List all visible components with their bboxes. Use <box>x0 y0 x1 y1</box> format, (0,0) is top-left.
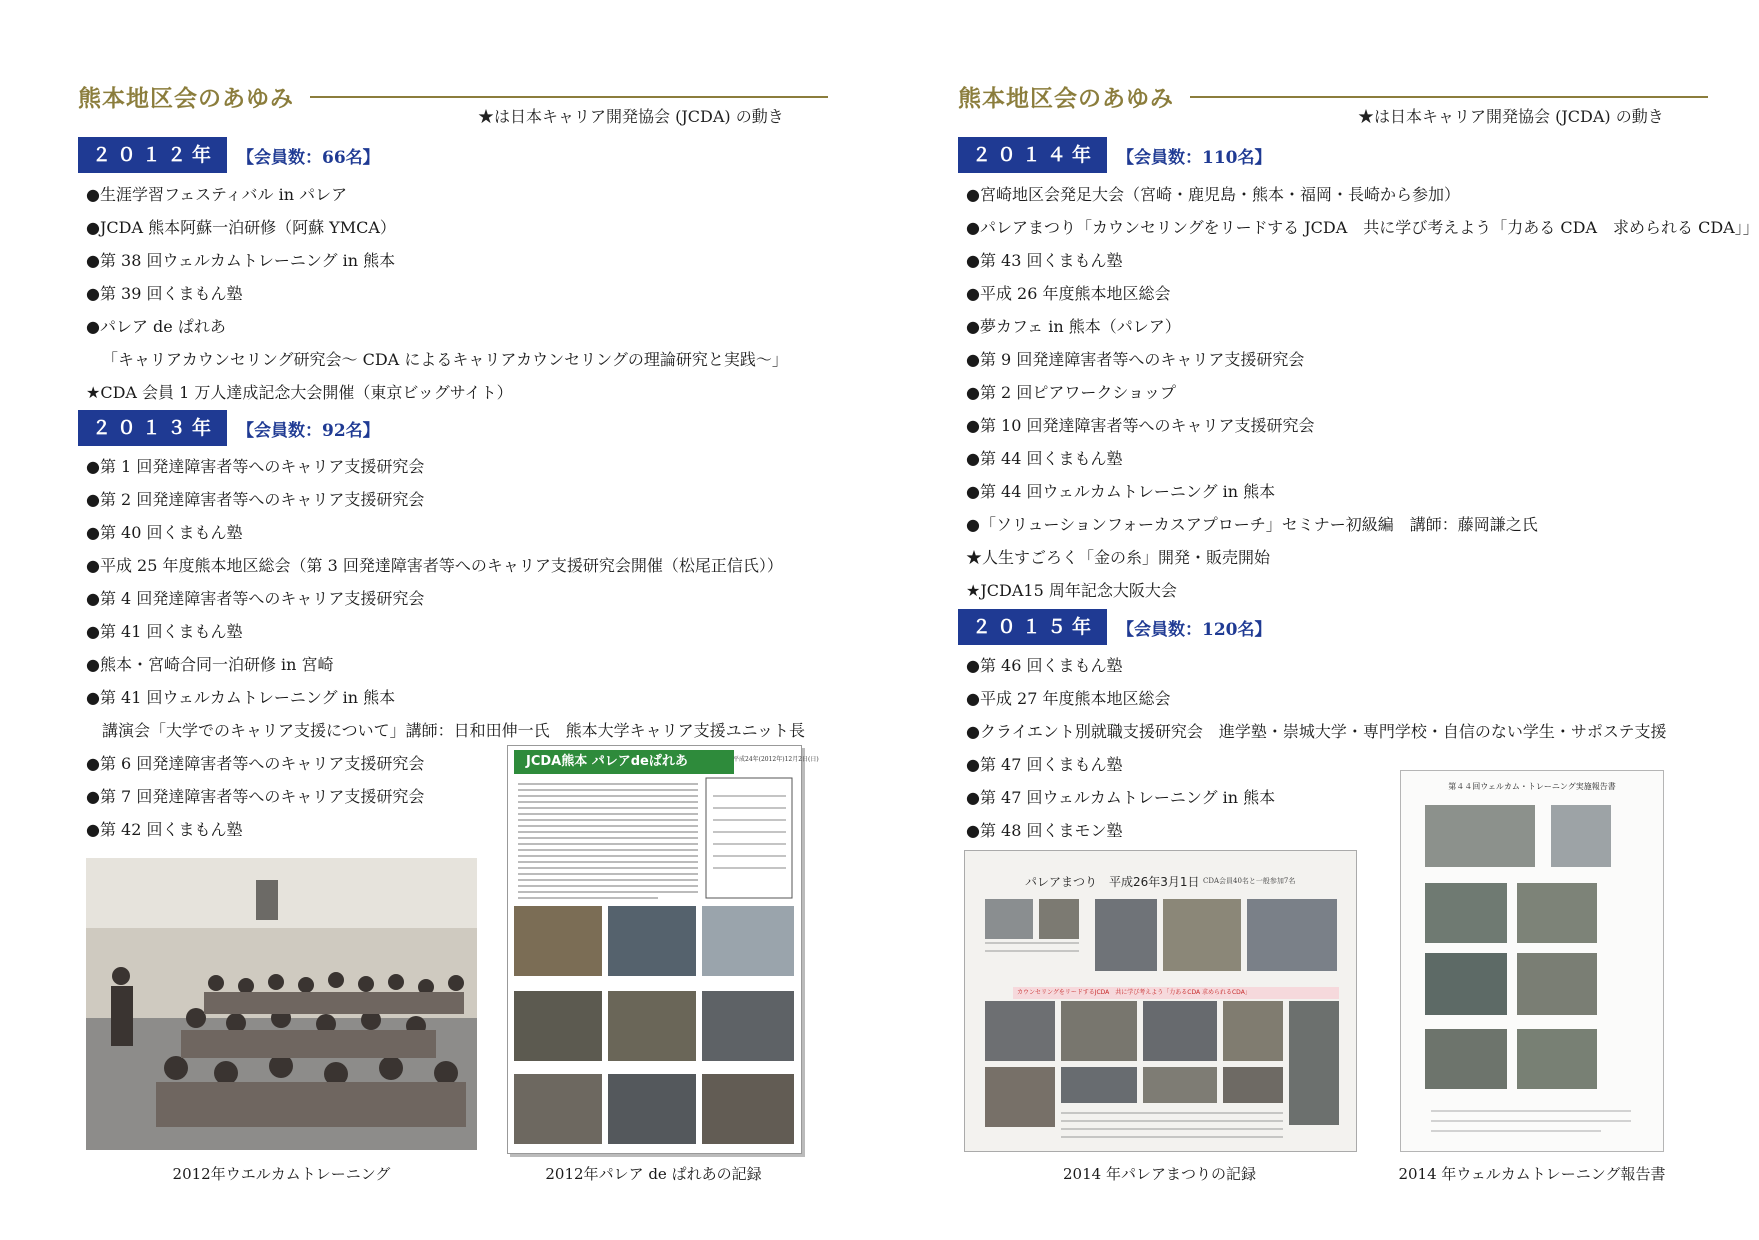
page-title: 熊本地区会のあゆみ <box>78 86 294 112</box>
seminar-photo <box>86 858 477 1150</box>
left-page <box>0 0 876 1240</box>
list-item: ●「ソリューションフォーカスアプローチ」セミナー初級編 講師：藤岡謙之氏 <box>966 515 1538 534</box>
list-item: ★CDA 会員 1 万人達成記念大会開催（東京ビッグサイト） <box>86 383 513 402</box>
list-item: ●平成 25 年度熊本地区総会（第 3 回発達障害者等へのキャリア支援研究会開催（松尾正信氏）） <box>86 556 783 575</box>
list-item: ●JCDA 熊本阿蘇一泊研修（阿蘇 YMCA） <box>86 218 396 237</box>
year-2013-header <box>78 411 380 445</box>
report-document <box>1400 770 1664 1152</box>
year-2014-header <box>958 138 1272 172</box>
list-item: ●第 2 回ピアワークショップ <box>966 383 1176 402</box>
record-document <box>507 745 819 1154</box>
list-item: ●第 44 回くまもん塾 <box>966 449 1123 468</box>
list-item: ★人生すごろく「金の糸」開発・販売開始 <box>966 548 1271 567</box>
list-item: ●第 1 回発達障害者等へのキャリア支援研究会 <box>86 457 425 476</box>
list-item: ●第 38 回ウェルカムトレーニング in 熊本 <box>86 251 396 270</box>
board-note: CDA会員40名と一般参加7名 <box>1203 877 1296 885</box>
list-item: ●第 7 回発達障害者等へのキャリア支援研究会 <box>86 787 425 806</box>
list-item: ●第 39 回くまもん塾 <box>86 284 243 303</box>
list-item: ●第 47 回くまもん塾 <box>966 755 1123 774</box>
list-item: ●第 41 回ウェルカムトレーニング in 熊本 <box>86 688 396 707</box>
title-rule <box>1190 96 1708 98</box>
list-item: ●熊本・宮崎合同一泊研修 in 宮崎 <box>86 655 334 674</box>
list-item: ●第 2 回発達障害者等へのキャリア支援研究会 <box>86 490 425 509</box>
year-2012-header <box>78 138 380 172</box>
list-item: ●平成 27 年度熊本地区総会 <box>966 689 1171 708</box>
list-item: ●第 40 回くまもん塾 <box>86 523 243 542</box>
list-item: ★JCDA15 周年記念大阪大会 <box>966 581 1177 600</box>
year-label: ２０１２年 <box>78 137 227 173</box>
list-item: ●生涯学習フェスティバル in パレア <box>86 185 348 204</box>
doc-date: 平成24年(2012年)12月2日(日) <box>733 756 819 763</box>
member-count: 【会員数：120名】 <box>1117 619 1272 640</box>
list-item: ●第 46 回くまもん塾 <box>966 656 1123 675</box>
list-item: 講演会「大学でのキャリア支援について」講師：日和田伸一氏 熊本大学キャリア支援ユニット長 <box>102 721 806 740</box>
year-label: ２０１５年 <box>958 609 1107 645</box>
list-item: ●宮崎地区会発足大会（宮崎・鹿児島・熊本・福岡・長崎から参加） <box>966 185 1460 204</box>
list-item: ●パレアまつり「カウンセリングをリードする JCDA 共に学び考えよう「力ある CDA 求められる CDA」」 <box>966 218 1759 237</box>
list-item: ●第 42 回くまもん塾 <box>86 820 243 839</box>
doc-title: JCDA熊本 パレアdeぱれあ <box>514 750 734 774</box>
jcda-note: ★は日本キャリア開発協会 (JCDA) の動き <box>1358 107 1664 126</box>
photo-caption: 2014 年パレアまつりの記録 <box>1063 1165 1256 1183</box>
board-title: パレアまつり 平成26年3月1日 <box>1025 875 1200 889</box>
list-item: ●第 41 回くまもん塾 <box>86 622 243 641</box>
report-title: 第４４回ウェルカム・トレーニング実施報告書 <box>1448 782 1616 791</box>
year-2015-header <box>958 610 1272 644</box>
photo-caption: 2012年パレア de ぱれあの記録 <box>545 1165 762 1183</box>
list-item: ●第 43 回くまもん塾 <box>966 251 1123 270</box>
member-count: 【会員数：110名】 <box>1117 147 1272 168</box>
board-banner: カウンセリングをリードするJCDA 共に学び考えよう「力あるCDA 求められるCDA」 <box>1013 987 1339 999</box>
list-item: ●第 44 回ウェルカムトレーニング in 熊本 <box>966 482 1276 501</box>
year-label: ２０１４年 <box>958 137 1107 173</box>
jcda-note: ★は日本キャリア開発協会 (JCDA) の動き <box>478 107 784 126</box>
photo-caption: 2012年ウエルカムトレーニング <box>172 1165 391 1183</box>
list-item: ●夢カフェ in 熊本（パレア） <box>966 317 1181 336</box>
list-item: ●平成 26 年度熊本地区総会 <box>966 284 1171 303</box>
list-item: ●クライエント別就職支援研究会 進学塾・崇城大学・専門学校・自信のない学生・サポステ支援 <box>966 722 1667 741</box>
list-item: ●パレア de ぱれあ <box>86 317 226 336</box>
festival-board-photo <box>964 850 1357 1152</box>
list-item: ●第 10 回発達障害者等へのキャリア支援研究会 <box>966 416 1315 435</box>
member-count: 【会員数：66名】 <box>237 147 380 168</box>
right-page <box>877 0 1759 1240</box>
list-item: ●第 9 回発達障害者等へのキャリア支援研究会 <box>966 350 1305 369</box>
page-title: 熊本地区会のあゆみ <box>958 86 1174 112</box>
list-item: ●第 4 回発達障害者等へのキャリア支援研究会 <box>86 589 425 608</box>
title-rule <box>310 96 828 98</box>
list-item: ●第 6 回発達障害者等へのキャリア支援研究会 <box>86 754 425 773</box>
list-item: ●第 48 回くまモン塾 <box>966 821 1123 840</box>
list-item: ●第 47 回ウェルカムトレーニング in 熊本 <box>966 788 1276 807</box>
member-count: 【会員数：92名】 <box>237 420 380 441</box>
list-item: 「キャリアカウンセリング研究会～ CDA によるキャリアカウンセリングの理論研究と実践～」 <box>102 350 788 369</box>
photo-caption: 2014 年ウェルカムトレーニング報告書 <box>1398 1165 1666 1183</box>
year-label: ２０１３年 <box>78 410 227 446</box>
